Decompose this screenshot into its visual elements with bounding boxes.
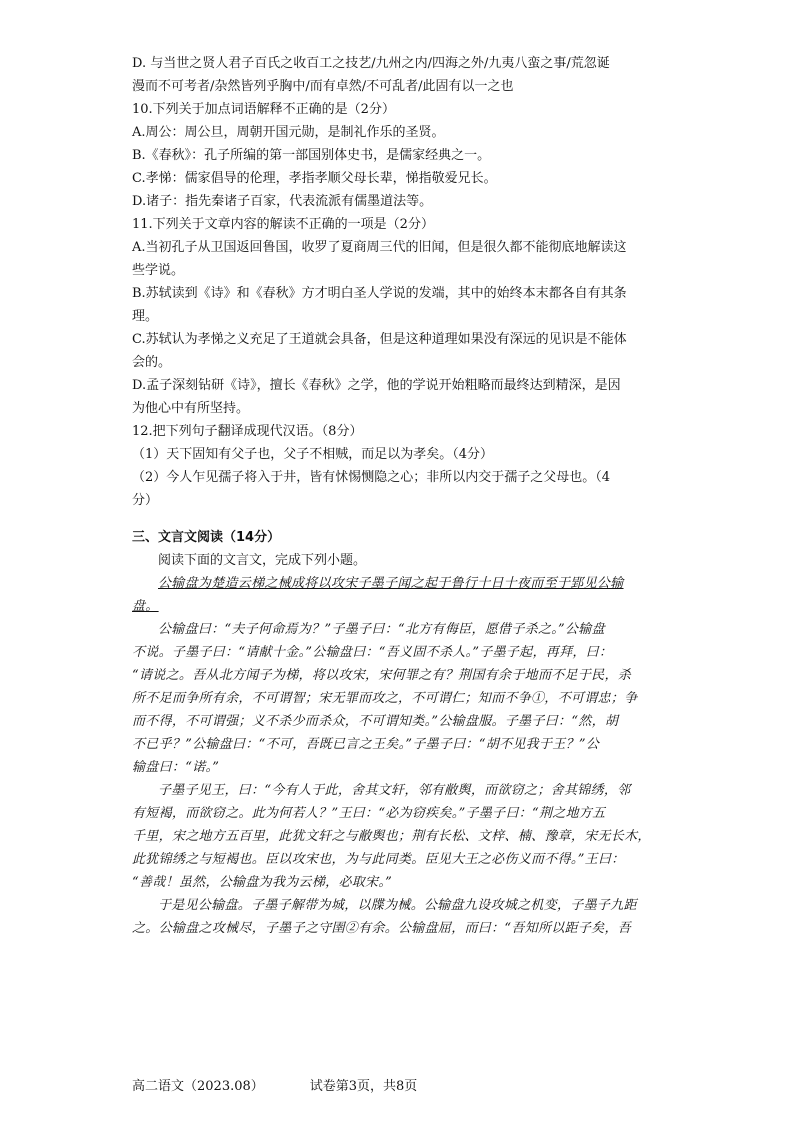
q12-sentence-1: （1）天下固知有父子也，父子不相贼，而足以为孝矣。（4分）: [132, 447, 494, 462]
footer-course: 高二语文（2023.08）: [132, 1079, 264, 1094]
passage-line: 不已乎？”公输盘曰：“不可，吾既已言之王矣。”子墨子曰：“胡不见我于王？”公: [132, 737, 600, 752]
q11-option-c-line-1: C.苏轼认为孝悌之义充足了王道就会具备，但是这种道理如果没有深远的见识是不能体: [132, 332, 627, 347]
passage-line: 有短褐，而欲窃之。此为何若人？”王曰：“必为窃疾矣。”子墨子曰：“荆之地方五: [132, 806, 606, 821]
exam-page: [132, 52, 662, 940]
option-d-line-1: D. 与当世之贤人君子百氏之收百工之技艺/九州之内/四海之外/九夷八蛮之事/荒忽诞: [132, 56, 610, 71]
passage-line: 输盘曰：“诺。”: [132, 760, 220, 775]
passage-line: “善哉！虽然，公输盘为我为云梯，必取宋。”: [132, 875, 393, 890]
passage-line: 公输盘曰：“夫子何命焉为？”子墨子曰：“北方有侮臣，愿借子杀之。”公输盘: [158, 622, 605, 637]
q11-option-a-line-2: 些学说。: [132, 263, 185, 278]
section-3-instruction: 阅读下面的文言文，完成下列小题。: [158, 553, 367, 568]
q10-option-b: B.《春秋》：孔子所编的第一部国别体史书，是儒家经典之一。: [132, 148, 491, 163]
q12-stem: 12.把下列句子翻译成现代汉语。（8分）: [132, 424, 363, 439]
q11-stem: 11.下列关于文章内容的解读不正确的一项是（2分）: [132, 217, 434, 232]
passage-title-line-1: 公输盘为楚造云梯之械成将以攻宋子墨子闻之起于鲁行十日十夜而至于郢见公输: [158, 576, 624, 591]
passage-paragraph-1: [132, 618, 662, 779]
q10-option-c: C.孝悌：儒家倡导的伦理，孝指孝顺父母长辈，悌指敬爱兄长。: [132, 171, 497, 186]
page-footer: [132, 1075, 662, 1094]
q10-option-d: D.诸子：指先秦诸子百家，代表流派有儒墨道法等。: [132, 194, 433, 209]
q11-option-b-line-2: 理。: [132, 309, 159, 324]
passage-line: 不说。子墨子曰：“请献十金。”公输盘曰：“吾义固不杀人。”子墨子起，再拜，曰：: [132, 645, 613, 660]
passage-line: 所不足而争所有余，不可谓智；宋无罪而攻之，不可谓仁；知而不争①，不可谓忠；争: [132, 691, 638, 706]
passage-line: 千里，宋之地方五百里，此犹文轩之与敝舆也；荆有长松、文梓、楠、豫章，宋无长木，: [132, 829, 651, 844]
passage-line: 此犹锦绣之与短褐也。臣以攻宋也，为与此同类。臣见大王之必伤义而不得。”王曰：: [132, 852, 625, 867]
q12-sentence-2-line-1: （2）今人乍见孺子将入于井，皆有怵惕恻隐之心；非所以内交于孺子之父母也。（4: [132, 470, 611, 485]
passage-paragraph-3: [132, 894, 662, 940]
passage-line: 于是见公输盘。子墨子解带为城，以牒为械。公输盘九设攻城之机变，子墨子九距: [158, 898, 637, 913]
section-3-heading: 三、文言文阅读（14分）: [132, 530, 281, 545]
passage-line: 之。公输盘之攻械尽，子墨子之守圉②有余。公输盘屈，而曰：“吾知所以距子矣，吾: [132, 921, 632, 936]
q11-option-c-line-2: 会的。: [132, 355, 172, 370]
q10-stem: 10.下列关于加点词语解释不正确的是（2分）: [132, 102, 395, 117]
passage-paragraph-2: [132, 779, 662, 894]
q11-option-b-line-1: B.苏轼读到《诗》和《春秋》方才明白圣人学说的发端，其中的始终本末都各自有其条: [132, 286, 627, 301]
footer-page-number: 试卷第3页，共8页: [309, 1079, 418, 1094]
passage-line: 子墨子见王，曰：“今有人于此，舍其文轩，邻有敝舆，而欲窃之；舍其锦绣，邻: [158, 783, 631, 798]
passage-line: “请说之。吾从北方闻子为梯，将以攻宋，宋何罪之有？荆国有余于地而不足于民，杀: [132, 668, 632, 683]
q11-option-a-line-1: A.当初孔子从卫国返回鲁国，收罗了夏商周三代的旧闻，但是很久都不能彻底地解读这: [132, 240, 627, 255]
passage-line: 而不得，不可谓强；义不杀少而杀众，不可谓知类。”公输盘服。子墨子曰：“然，胡: [132, 714, 619, 729]
option-d-line-2: 漫而不可考者/杂然皆列乎胸中/而有卓然/不可乱者/此固有以一之也: [132, 79, 514, 94]
q12-sentence-2-line-2: 分）: [132, 493, 159, 508]
q11-option-d-line-1: D.孟子深刻钻研《诗》，擅长《春秋》之学，他的学说开始粗略而最终达到精深，是因: [132, 378, 621, 393]
q11-option-d-line-2: 为他心中有所坚持。: [132, 401, 250, 416]
passage-title-line-2: 盘。: [132, 599, 159, 614]
q10-option-a: A.周公：周公旦，周朝开国元勋，是制礼作乐的圣贤。: [132, 125, 445, 140]
